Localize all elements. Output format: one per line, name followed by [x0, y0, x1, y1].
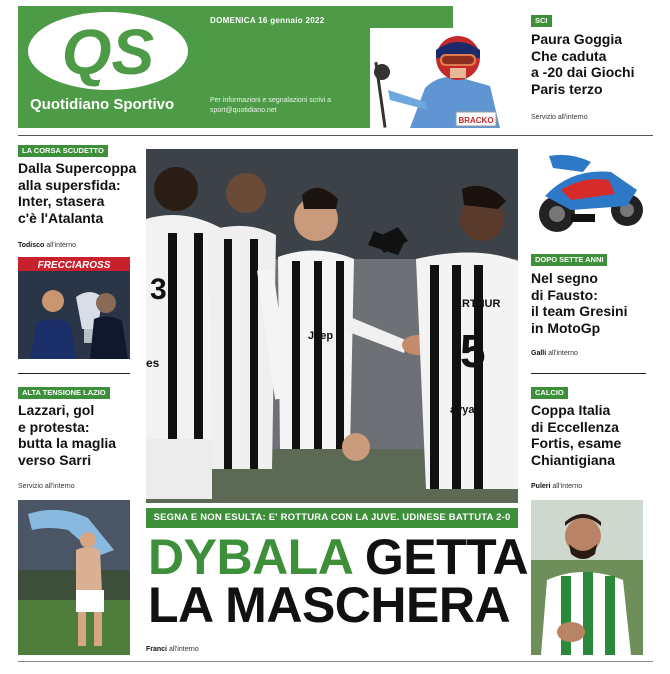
jersey-number: 5: [460, 325, 486, 377]
headline-line: a -20 dai Giochi: [531, 64, 635, 80]
left-player-letters: es: [146, 356, 160, 370]
headline-line: Nel segno: [531, 270, 598, 286]
contact-email[interactable]: sport@quotidiano.net: [210, 107, 277, 114]
tag-dopo-sette-anni: DOPO SETTE ANNI: [531, 254, 607, 266]
credit-rest: all'interno: [548, 350, 578, 357]
tag-calcio: CALCIO: [531, 387, 568, 399]
headline-line: e protesta:: [18, 418, 90, 435]
credit-puleri: [531, 483, 582, 490]
inter-trophy-photo: [18, 257, 130, 359]
credit-lazzari: [18, 483, 75, 490]
jersey-sponsor-2: avyan: [450, 404, 482, 416]
headline-line: Chiantigiana: [531, 451, 616, 468]
headline-line: Paris terzo: [531, 80, 603, 97]
credit-galli: [531, 350, 578, 357]
main-strapline: SEGNA E NON ESULTA: E' ROTTURA CON LA JUVE. UDINESE BATTUTA 2-0: [146, 508, 518, 528]
headline-supercoppa[interactable]: [18, 160, 136, 226]
issue-date: DOMENICA 16 gennaio 2022: [210, 16, 325, 25]
headline-green-word: DYBALA: [148, 529, 352, 585]
divider: [18, 373, 130, 374]
headline-line: c'è l'Atalanta: [18, 209, 104, 226]
divider: [531, 373, 646, 374]
logo-letters: QS: [61, 16, 155, 88]
credit-franci: [146, 646, 199, 653]
skier-photo: [370, 28, 505, 128]
divider: [18, 135, 653, 136]
left-player-number: 3: [150, 273, 167, 306]
headline-line: Dalla Supercoppa: [18, 160, 137, 176]
main-headline[interactable]: [148, 529, 529, 633]
headline-line: il team Gresini: [531, 303, 628, 319]
contact-line: Per informazioni e segnalazioni scrivi a: [210, 97, 331, 104]
headline-line: di Fausto:: [531, 286, 598, 303]
credit-rest: Servizio all'interno: [18, 483, 75, 490]
credit-todisco: [18, 242, 76, 249]
credit-author: Franci: [146, 646, 168, 653]
bib-text: BRACKO: [458, 116, 494, 125]
headline-line: Che caduta: [531, 47, 607, 64]
jersey-sponsor: Jeep: [308, 330, 334, 342]
headline-line: verso Sarri: [18, 451, 92, 468]
masthead-name: Quotidiano Sportivo: [30, 96, 175, 113]
jersey-name: ARTHUR: [454, 298, 501, 310]
headline-coppa-italia[interactable]: [531, 402, 621, 468]
credit-goggia: Servizio all'interno: [531, 114, 588, 121]
headline-line: butta la maglia: [18, 435, 117, 451]
credit-rest: all'interno: [552, 483, 583, 490]
tag-alta-tensione: ALTA TENSIONE LAZIO: [18, 387, 110, 399]
main-photo-dybala: [146, 149, 518, 503]
credit-author: Puleri: [531, 483, 551, 490]
fortis-photo: [531, 500, 643, 655]
credit-author: Todisco: [18, 242, 45, 249]
main-headline-line2: LA MASCHERA: [148, 577, 511, 633]
headline-lazzari[interactable]: [18, 402, 116, 468]
lazzari-photo: [18, 500, 130, 655]
headline-line: in MotoGp: [531, 319, 601, 336]
photo-caption: FRECCIAROSS: [37, 260, 111, 271]
headline-line: alla supersfida:: [18, 176, 121, 193]
divider-bottom: [18, 661, 653, 662]
motogp-photo: [531, 150, 646, 245]
headline-line: Paura Goggia: [531, 31, 623, 47]
main-headline-line1: [148, 529, 529, 585]
headline-line: Inter, stasera: [18, 193, 105, 209]
qs-logo: [28, 12, 188, 90]
headline-goggia[interactable]: [531, 31, 634, 97]
headline-gresini[interactable]: [531, 270, 627, 336]
headline-line: Lazzari, gol: [18, 402, 95, 418]
tag-corsa-scudetto: LA CORSA SCUDETTO: [18, 145, 108, 157]
headline-line: di Eccellenza: [531, 418, 619, 435]
credit-rest: all'interno: [168, 646, 199, 653]
headline-line: Fortis, esame: [531, 435, 622, 451]
headline-line: Coppa Italia: [531, 402, 611, 418]
credit-author: Galli: [531, 350, 547, 357]
headline-black-word: GETTA: [364, 529, 529, 585]
credit-rest: all'interno: [46, 242, 77, 249]
tag-sci: SCI: [531, 15, 552, 27]
